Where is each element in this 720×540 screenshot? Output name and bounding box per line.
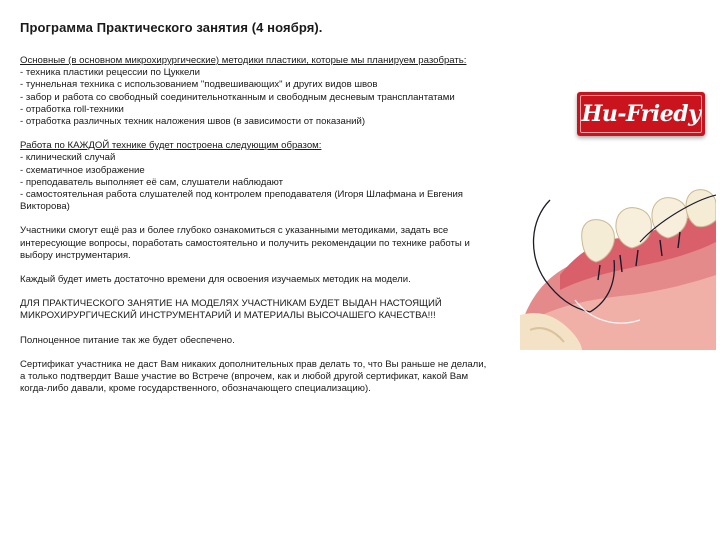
methods-item: - отработка roll-техники <box>20 103 124 115</box>
workflow-item: - самостоятельная работа слушателей под контролем преподавателя (Игоря Шлафмана и Евгения Викторова) <box>20 189 463 213</box>
food-paragraph: Полноценное питание так же будет обеспечено. <box>20 334 235 346</box>
workflow-heading: Работа по КАЖДОЙ технике будет построена следующим образом: <box>20 140 322 152</box>
workflow-item: - клинический случай <box>20 152 116 164</box>
methods-item: - забор и работа со свободный соединительнотканным и свободным десневым трансплантатами <box>20 91 455 103</box>
time-paragraph: Каждый будет иметь достаточно времени для освоения изучаемых методик на модели. <box>20 274 411 286</box>
methods-heading: Основные (в основном микрохирургические) методики пластики, которые мы планируем разобрать: <box>20 55 467 66</box>
hu-friedy-logo <box>577 92 705 136</box>
logo-text: Hu-Friedy <box>581 101 701 127</box>
methods-item: - отработка различных техник наложения швов (в зависимости от показаний) <box>20 116 366 128</box>
page-title: Программа Практического занятия (4 ноября). <box>20 20 323 35</box>
methods-item: - туннельная техника с использованием "подвешивающих" и других видов швов <box>20 79 378 91</box>
participants-paragraph: Участники смогут ещё раз и более глубоко ознакомиться с указанными методиками, задать все интересующие вопросы, поработать самостоятельно и получить рекомендации по технике работы и выбору инструментария. <box>20 225 470 261</box>
body-text <box>20 55 492 395</box>
workflow-item: - преподаватель выполняет её сам, слушатели наблюдают <box>20 176 284 188</box>
workflow-item: - схематичное изображение <box>20 164 145 176</box>
certificate-paragraph: Сертификат участника не даст Вам никаких дополнительных прав делать то, что Вы раньше не делали, а только подтвердит Ваше участие во Встрече (впрочем, как и любой другой сертификат, какой Вам когда-либо давали, кроме государственного, обозначающего специализацию). <box>20 358 487 395</box>
methods-item: - техника пластики рецессии по Цуккели <box>20 67 200 79</box>
dental-suture-model-icon <box>520 180 716 350</box>
instruments-paragraph: ДЛЯ ПРАКТИЧЕСКОГО ЗАНЯТИЕ НА МОДЕЛЯХ УЧАСТНИКАМ БУДЕТ ВЫДАН НАСТОЯЩИЙ МИКРОХИРУРГИЧЕСКИЙ ИНСТРУМЕНТАРИЙ И МАТЕРИАЛЫ ВЫСОЧАШЕГО КАЧЕСТВА!!! <box>20 298 442 322</box>
